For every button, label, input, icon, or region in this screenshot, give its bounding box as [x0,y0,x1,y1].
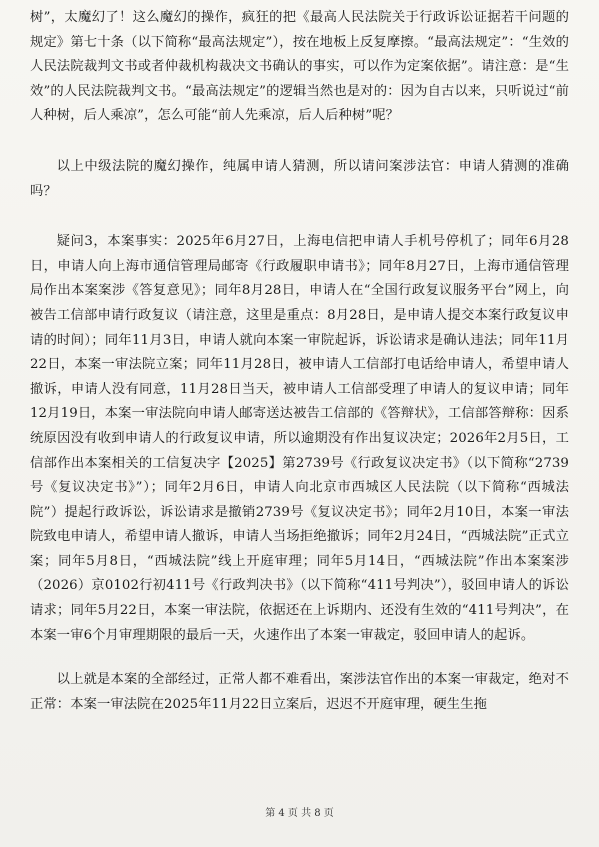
page-number: 第 4 页 共 8 页 [265,808,334,819]
paragraph-2: 以上中级法院的魔幻操作，纯属申请人猜测，所以请问案涉法官：申请人猜测的准确吗？ [30,158,569,199]
paragraph-3: 疑问3，本案事实：2025年6月27日，上海电信把申请人手机号停机了；同年6月28日，申请人向上海市通信管理局邮寄《行政履职申请书》；同年8月27日，上海市通信管理局作出本案案涉《答复意见》；同年8月28日，申请人在“全国行政复议服务平台”网上，向被告工信部申请行政复议（请注意，这里是重点：8月28日，是申请人提交本案行政复议申请的时间）；同年11月3日，申请人就向本案一审院起诉，诉讼请求是确认违法；同年11月22日，本案一审法院立案；同年11月28日，被申请人工信部打电话给申请人，希望申请人撤诉，申请人没有同意，11月28日当天，被申请人工信部受理了申请人的复议申请；同年12月19日，本案一审法院向申请人邮寄送达被告工信部的《答辩状》，工信部答辩称：因系统原因没有收到申请人的行政复议申请，所以逾期没有作出复议决定；2026年2月5日，工信部作出本案相关的工信复决字【2025】第2739号《行政复议决定书》（以下简称“2739号《复议决定书》”）；同年2月6日，申请人向北京市西城区人民法院（以下简称“西城法院”）提起行政诉讼，诉讼请求是撤销2739号《复议决定书》；同年2月10日，本案一审法院致电申请人，希望申请人撤诉，申请人当场拒绝撤诉；同年2月24日，“西城法院”正式立案；同年5月8日，“西城法院”线上开庭审理；同年5月14日，“西城法院”作出本案案涉（2026）京0102行初411号《行政判决书》（以下简称“411号判决”），驳回申请人的诉讼请求；同年5月22日，本案一审法院，依据还在上诉期内、还没有生效的“411号判决”，在本案一审6个月审理期限的最后一天，火速作出了本案一审裁定，驳回申请人的起诉。 [30,234,569,643]
paragraph-4: 以上就是本案的全部经过，正常人都不难看出，案涉法官作出的本案一审裁定，绝对不正常：本案一审法院在2025年11月22日立案后，迟迟不开庭审理，硬生生拖 [30,672,569,712]
paragraph-1: 树”，太魔幻了！这么魔幻的操作，疯狂的把《最高人民法院关于行政诉讼证据若干问题的规定》第七十条（以下简称“最高法规定”），按在地板上反复摩擦。“最高法规定”：“生效的人民法院裁判文书或者仲裁机构裁决文书确认的事实，可以作为定案依据”。请注意：是“生效”的人民法院裁判文书。“最高法规定”的逻辑当然也是对的：因为自古以来，只听说过“前人种树，后人乘凉”，怎么可能“前人先乘凉，后人后种树”呢？ [30,10,569,124]
